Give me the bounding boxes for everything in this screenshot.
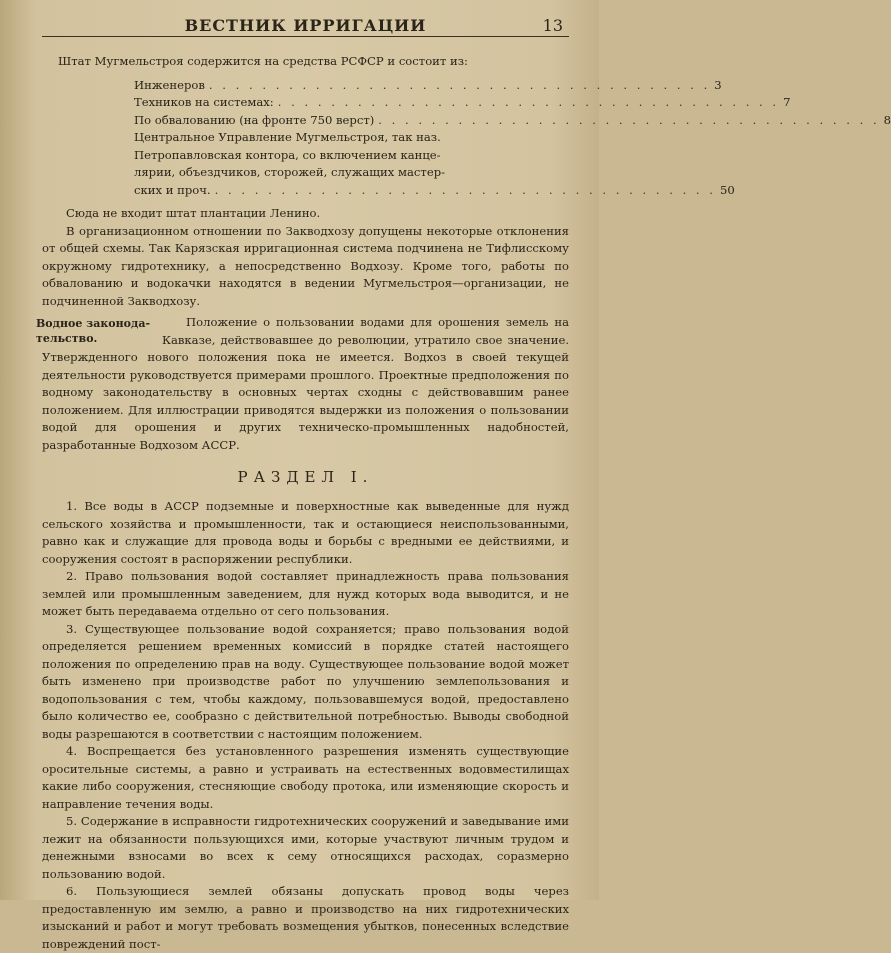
staff-row	[134, 182, 735, 200]
page-number: 13	[542, 16, 563, 35]
article: 5. Содержание в исправности гидротехнических сооружений и заведывание ими лежит на обязанности пользующихся ими, которые участвуют личным трудом и денежными взносами во всех к сему относящихся расходах, соразмерно пользованию водой.	[42, 814, 569, 881]
leader-dots: . . . . . . . . . . . . . . . . . . . . . . . . . . . . . . . . . . . . . .	[378, 112, 880, 127]
staff-label: Инженеров	[134, 77, 205, 92]
staff-count: 7	[783, 95, 791, 109]
paragraph: Сюда не входит штат плантации Ленино.	[66, 206, 321, 220]
staff-multi-line: Центральное Управление Мугмельстроя, так наз.	[134, 130, 441, 144]
staff-count: 50	[720, 182, 735, 197]
article: 3. Существующее пользование водой сохраняется; право пользования водой определяется решением временных комиссий в порядке статей настоящего положения по определению прав на воду. Существующее пользование водой может быть изменено при производстве работ по улучшению землепользования и водопользования с тем, чтобы каждому, пользовавшемуся водой, предоставлено было количество ее, сообразно с действительной потребностью. Выводы свободной воды разрешаются в соответствии с настоящим положением.	[42, 621, 569, 741]
staff-row	[134, 112, 891, 130]
leader-dots: . . . . . . . . . . . . . . . . . . . . . . . . . . . . . . . . . . . . . .	[208, 77, 711, 92]
section-heading: РАЗДЕЛ I.	[237, 468, 374, 486]
journal-title: ВЕСТНИК ИРРИГАЦИИ	[184, 16, 427, 35]
staff-multi-line: Петропавловская контора, со включением канце-	[134, 147, 441, 162]
staff-row	[134, 94, 791, 112]
staff-row	[134, 77, 722, 95]
staff-multi-line: лярии, объездчиков, сторожей, служащих мастер-	[134, 165, 446, 179]
article: 2. Право пользования водой составляет принадлежность права пользования землей или промышленным заведением, для нужд которых вода выводится, и не может быть передаваема отдельно от сего пользования.	[42, 569, 569, 618]
staff-label: ских и проч.	[134, 182, 211, 197]
water-law-block	[36, 314, 569, 454]
paragraph: В организационном отношении по Закводхозу допущены некоторые отклонения от общей схемы. Так Карязская ирригационная система подчинена не Тифлисскому окружному гидротехнику, а непосредственно Водхозу. Кроме того, работы по обвалованию и водокачки находятся в ведении Мугмельстроя—организации, не подчиненной Закводхозу.	[42, 223, 569, 308]
paragraph: Положение о пользовании водами для орошения земель на Кавказе, действовавшее до революции, утратило свое значение. Утвержденного нового положения пока не имеется. Водхоз в своей текущей деятельности руководствуется примерами прошлого. Проектные предположения по водному законодательству в основных чертах сходны с действовавшим ранее положением. Для иллюстрации приводятся выдержки из положения о пользовании водой для орошения и других техническо-промышленных надобностей, разработанные Водхозом АССР.	[42, 315, 569, 452]
staff-label: По обвалованию (на фронте 750 верст)	[134, 112, 375, 127]
article: 1. Все воды в АССР подземные и поверхностные как выведенные для нужд сельского хозяйства и промышленности, так и остающиеся неиспользованными, равно как и служащие для провода воды и борьбы с вредными ее действиями, и сооружения состоят в распоряжении республики.	[42, 499, 569, 566]
leader-dots: . . . . . . . . . . . . . . . . . . . . . . . . . . . . . . . . . . . . . .	[214, 182, 716, 197]
leader-dots: . . . . . . . . . . . . . . . . . . . . . . . . . . . . . . . . . . . . . .	[277, 95, 780, 109]
staff-intro: Штат Мугмельстроя содержится на средства РСФСР и состоит из:	[58, 54, 468, 68]
article: 6. Пользующиеся землей обязаны допускать провод воды через предоставленную им землю, а равно и производство на них гидротехнических изысканий и работ и могут требовать возмещения убытков, понесенных вследствие повреждений пост-	[42, 884, 569, 951]
staff-list	[134, 77, 891, 200]
staff-label: Техников на системах:	[134, 95, 274, 109]
staff-count: 3	[714, 77, 722, 92]
staff-row-central	[134, 129, 735, 199]
running-header	[42, 16, 569, 37]
staff-count: 8	[883, 112, 891, 127]
margin-heading: Водное законода-тельство.	[36, 317, 151, 345]
article: 4. Воспрещается без установленного разрешения изменять существующие оросительные системы, а равно и устраивать на естественных водовместилищах какие либо сооружения, стесняющие свободу протока, или изменяющие скорость и направление течения воды.	[42, 744, 569, 811]
